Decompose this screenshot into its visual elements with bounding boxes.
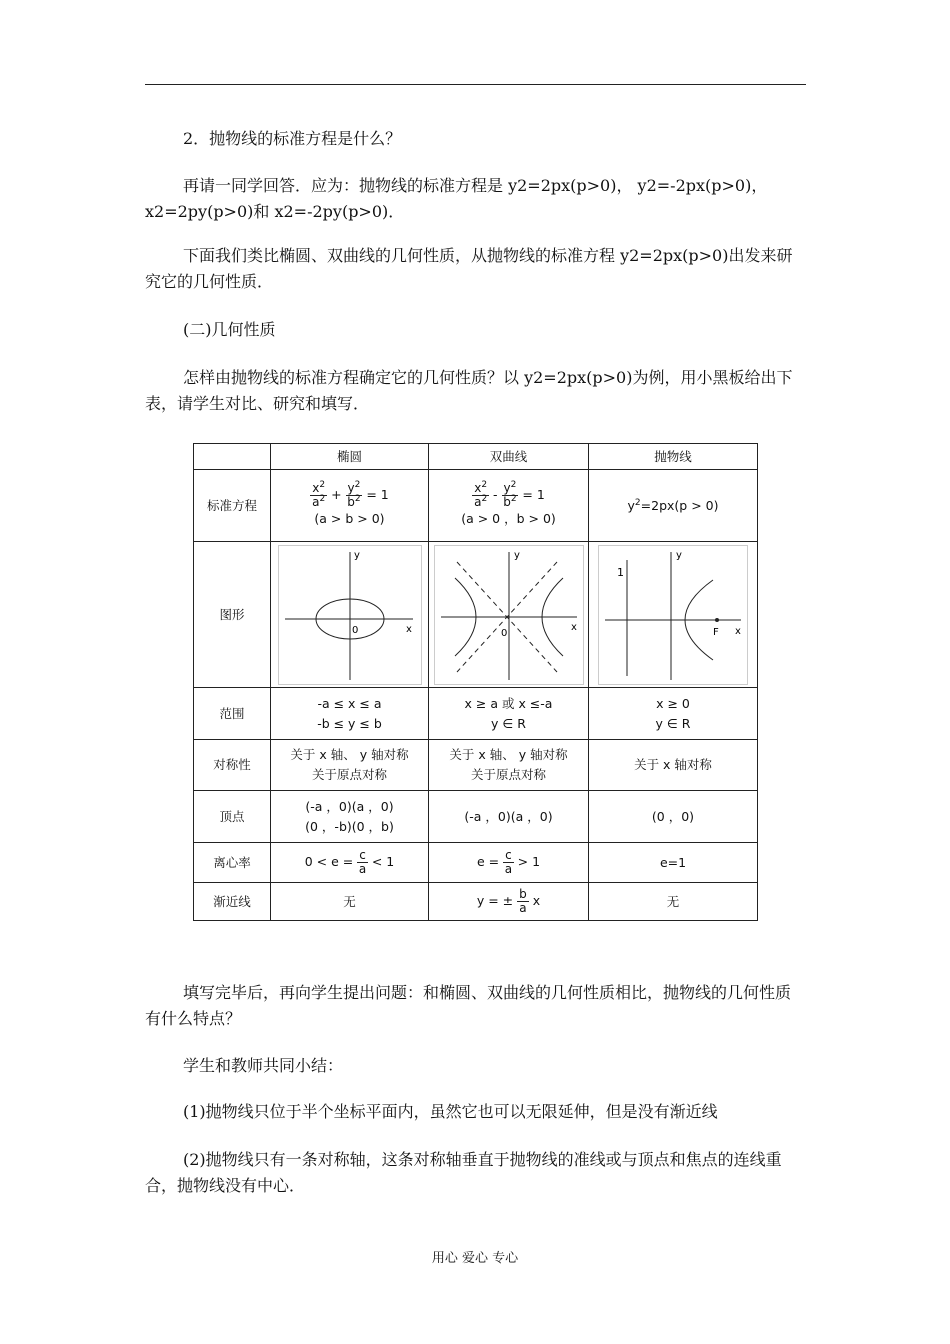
header-hyperbola: 双曲线 [429,444,589,470]
parabola-graph [598,545,748,685]
parabola-range-x: x ≥ 0 [656,695,690,711]
ellipse-range-y: -b ≤ y ≤ b [317,715,382,731]
parabola-focus-label: F [713,626,719,638]
row-label-equation: 标准方程 [194,470,271,542]
hyperbola-origin-label: 0 [500,627,507,639]
ellipse-equation: $\frac{x^2}{a^2}$ + $\frac{y^2}{b^2}$ = 1 (a > b > 0) [271,470,429,542]
parabola-symmetry: 关于 x 轴对称 [634,757,712,772]
table-row-vertex [194,791,758,843]
summary-point-1: (1)抛物线只位于半个坐标平面内，虽然它也可以无限延伸，但是没有渐近线 [183,1102,718,1121]
row-label-graph: 图形 [194,542,271,688]
hyperbola-range-y: y ∈ R [491,715,526,731]
table-row-equation [194,470,758,542]
ellipse-symmetry-axes: 关于 x 轴、 y 轴对称 [290,747,409,762]
question-2: 2．抛物线的标准方程是什么？ [183,129,402,148]
row-label-range: 范围 [194,688,271,740]
hyperbola-equation: $\frac{x^2}{a^2}$ - $\frac{y^2}{b^2}$ = 1 (a > 0 ，b > 0) [429,470,589,542]
hyperbola-eccentricity: e = $\frac{c}{a}$ > 1 [429,843,589,883]
hyperbola-condition: (a > 0 ，b > 0) [461,511,556,526]
ellipse-origin-label: 0 [351,624,358,636]
parabola-range-y: y ∈ R [655,715,691,731]
ellipse-condition: (a > b > 0) [314,511,385,526]
table-row-graph [194,542,758,688]
ellipse-y-label: y [353,549,360,561]
table-row-range [194,688,758,740]
hyperbola-x-label: x [570,621,577,633]
parabola-one-label: 1 [617,565,624,579]
hyperbola-symmetry-origin: 关于原点对称 [470,767,546,782]
ellipse-vertex-x: (-a ，0)(a ，0) [305,798,394,814]
row-label-vertex: 顶点 [194,791,271,843]
table-row-eccentricity [194,843,758,883]
ellipse-range-x: -a ≤ x ≤ a [317,695,382,711]
ellipse-symmetry-origin: 关于原点对称 [311,767,387,782]
parabola-eccentricity: e=1 [589,843,758,883]
parabola-y-label: y [676,549,682,561]
header-ellipse: 椭圆 [271,444,429,470]
ellipse-x-label: x [405,623,412,635]
howto-paragraph: 怎样由抛物线的标准方程确定它的几何性质？以 y2=2px(p>0)为例，用小黑板给出下表，请学生对比、研究和填写． [145,368,793,413]
table-header-row [194,444,758,470]
hyperbola-asymptote: y = ± $\frac{b}{a}$ x [429,883,589,921]
answer-paragraph: 再请一同学回答．应为：抛物线的标准方程是 y2=2px(p>0)， y2=-2px(p>0)，x2=2py(p>0)和 x2=-2py(p>0)． [145,176,768,221]
summary-point-2: (2)抛物线只有一条对称轴，这条对称轴垂直于抛物线的准线或与顶点和焦点的连线重合，抛物线没有中心． [145,1150,782,1195]
hyperbola-symmetry-axes: 关于 x 轴、 y 轴对称 [449,747,568,762]
row-label-eccentricity: 离心率 [194,843,271,883]
intro-paragraph: 下面我们类比椭圆、双曲线的几何性质，从抛物线的标准方程 y2=2px(p>0)出发来研究它的几何性质． [145,246,793,291]
header-empty [194,444,271,470]
header-parabola: 抛物线 [589,444,758,470]
ellipse-graph [278,545,422,685]
hyperbola-range-x: x ≥ a 或 x ≤-a [464,695,553,711]
summary-heading: 学生和教师共同小结： [183,1056,344,1075]
hyperbola-vertex: (-a ，0)(a ，0) [464,808,553,824]
hyperbola-graph [434,545,584,685]
hyperbola-y-label: y [513,549,520,561]
parabola-vertex: (0 ，0) [651,808,695,824]
row-label-asymptote: 渐近线 [194,883,271,921]
ellipse-asymptote: 无 [271,883,429,921]
section-heading: (二)几何性质 [183,320,276,339]
parabola-equation: $y^2=2px(p > 0)$ [589,470,758,542]
parabola-x-label: x [735,625,741,637]
ellipse-eccentricity: 0 < e = $\frac{c}{a}$ < 1 [271,843,429,883]
table-row-asymptote [194,883,758,921]
row-label-symmetry: 对称性 [194,740,271,791]
parabola-asymptote: 无 [589,883,758,921]
ellipse-vertex-y: (0 ，-b)(0 ，b) [305,818,394,834]
table-row-symmetry [194,740,758,791]
comparison-table [193,443,758,921]
after-table-paragraph: 填写完毕后，再向学生提出问题：和椭圆、双曲线的几何性质相比，抛物线的几何性质有什么特点？ [145,983,792,1028]
page-footer: 用心 爱心 专心 [431,1251,519,1266]
header-rule [145,84,806,85]
